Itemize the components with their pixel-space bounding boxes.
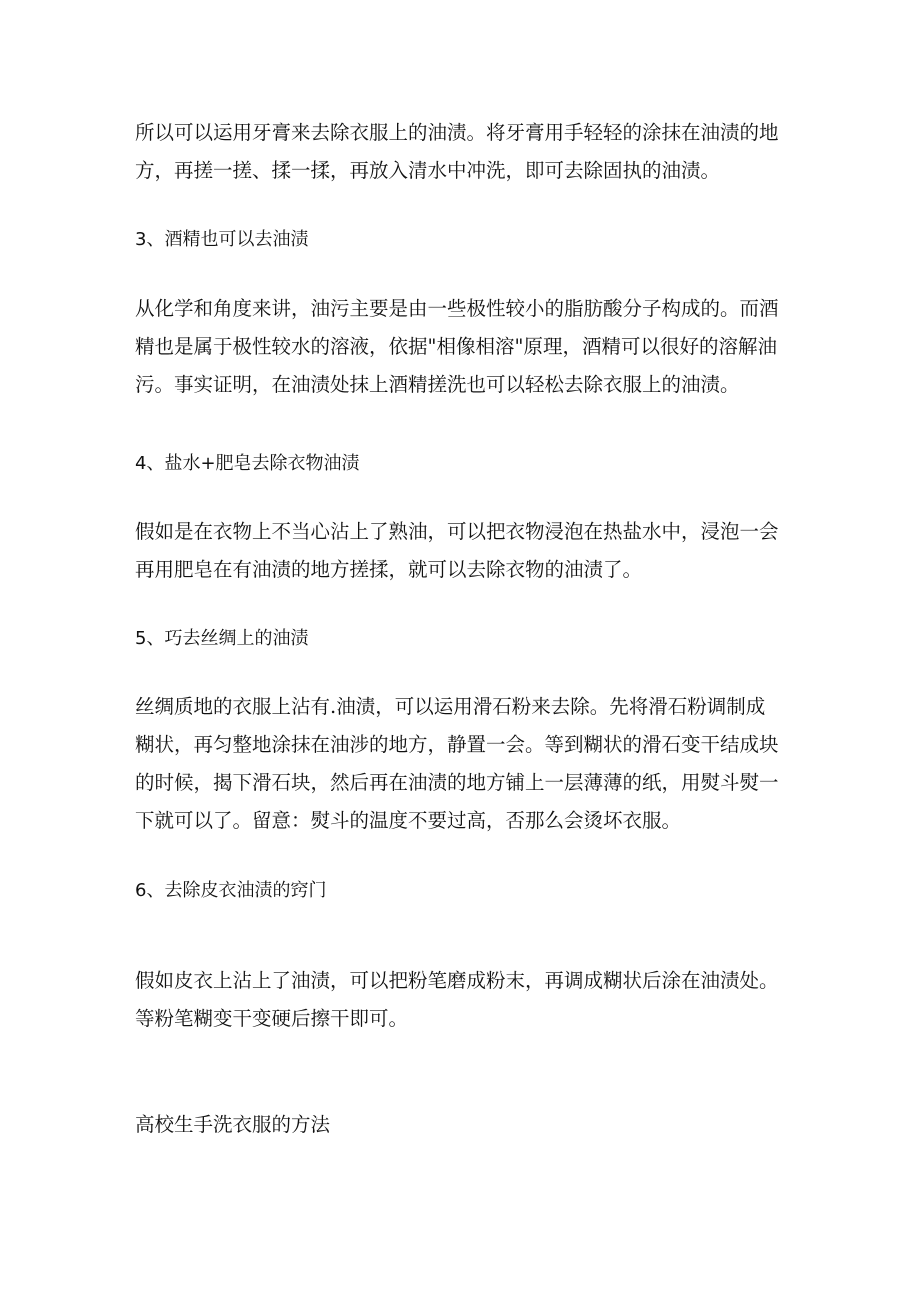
heading-silk-method: 5、巧去丝绸上的油渍 xyxy=(135,628,309,649)
paragraph-silk-method: 丝绸质地的衣服上沾有.油渍，可以运用滑石粉来去除。先将滑石粉调制成 糊状，再匀整地涂抹在油涉的地方，静置一会。等到糊状的滑石变干结成块 的时候，揭下滑石块，然后再在油渍的地方铺上一层薄薄的纸，用熨斗熨一 下就可以了。留意：熨斗的温度不要过高，否那么会烫坏衣服。 xyxy=(135,695,779,832)
heading-alcohol-method: 3、酒精也可以去油渍 xyxy=(135,229,309,250)
heading-leather-method: 6、去除皮衣油渍的窍门 xyxy=(135,880,327,901)
paragraph-salt-soap-method: 假如是在衣物上不当心沾上了熟油，可以把衣物浸泡在热盐水中，浸泡一会 再用肥皂在有油渍的地方搓揉，就可以去除衣物的油渍了。 xyxy=(135,520,779,581)
section-title-handwashing: 高校生手洗衣服的方法 xyxy=(135,1113,331,1136)
paragraph-alcohol-method: 从化学和角度来讲，油污主要是由一些极性较小的脂肪酸分子构成的。而酒 精也是属于极性较水的溶液，依据"相像相溶"原理，酒精可以很好的溶解油 污。事实证明，在油渍处抹上酒精搓洗也可以轻松去除衣服上的油渍。 xyxy=(135,297,779,396)
paragraph-toothpaste-method: 所以可以运用牙膏来去除衣服上的油渍。将牙膏用手轻轻的涂抹在油渍的地 方，再搓一搓、揉一揉，再放入清水中冲洗，即可去除固执的油渍。 xyxy=(135,121,779,182)
heading-salt-soap-method: 4、盐水+肥皂去除衣物油渍 xyxy=(135,453,360,474)
paragraph-leather-method: 假如皮衣上沾上了油渍，可以把粉笔磨成粉末，再调成糊状后涂在油渍处。 等粉笔糊变干变硬后擦干即可。 xyxy=(135,969,779,1030)
